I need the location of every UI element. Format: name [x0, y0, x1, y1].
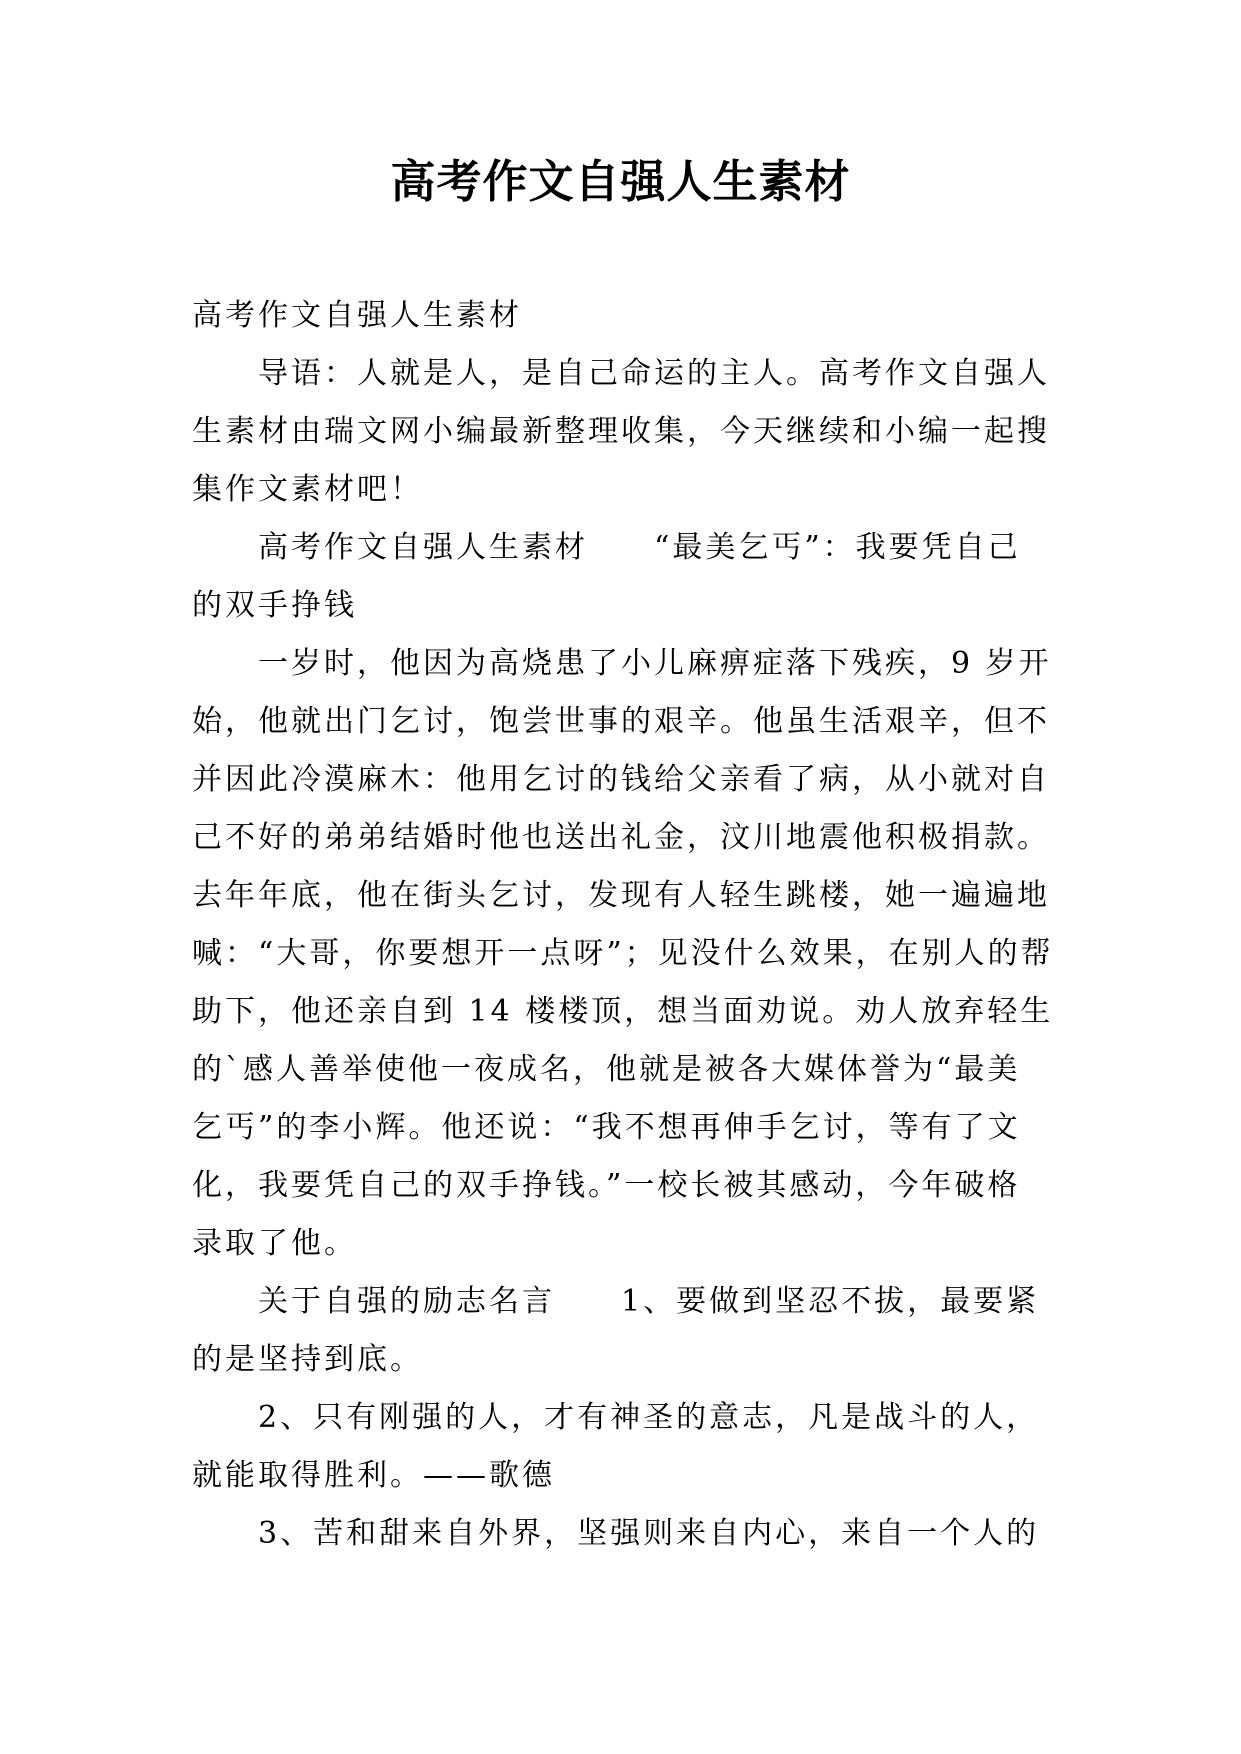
- text-line: 高考作文自强人生素材 “最美乞丐”：我要凭自己: [258, 530, 1021, 565]
- document-body: [192, 287, 1062, 1563]
- text-line: 2、只有刚强的人，才有神圣的意志，凡是战斗的人，: [258, 1400, 1040, 1435]
- text-line: 集作文素材吧！: [192, 472, 423, 507]
- text-line: 己不好的弟弟结婚时他也送出礼金，汶川地震他积极捐款。: [192, 820, 1050, 855]
- text-line: 的`感人善举使他一夜成名，他就是被各大媒体誉为“最美: [192, 1052, 1021, 1087]
- text-line: 并因此冷漠麻木：他用乞讨的钱给父亲看了病，从小就对自: [192, 762, 1050, 797]
- text-line: 录取了他。: [192, 1226, 357, 1261]
- text-line: 化，我要凭自己的双手挣钱。”一校长被其感动，今年破格: [192, 1168, 1021, 1203]
- text-line: 导语：人就是人，是自己命运的主人。高考作文自强人: [258, 356, 1050, 391]
- text-line: 助下，他还亲自到 14 楼楼顶，想当面劝说。劝人放弃轻生: [192, 994, 1054, 1029]
- text-line: 始，他就出门乞讨，饱尝世事的艰辛。他虽生活艰辛，但不: [192, 704, 1050, 739]
- text-line: 去年年底，他在街头乞讨，发现有人轻生跳楼，她一遍遍地: [192, 878, 1050, 913]
- text-line: 就能取得胜利。——歌德: [192, 1458, 555, 1493]
- text-line: 的是坚持到底。: [192, 1342, 423, 1377]
- text-line: 关于自强的励志名言 1、要做到坚忍不拔，最要紧: [258, 1284, 1040, 1319]
- text-line: 一岁时，他因为高烧患了小儿麻痹症落下残疾，9 岁开: [258, 646, 1052, 681]
- text-line: 喊：“大哥，你要想开一点呀”；见没什么效果，在别人的帮: [192, 936, 1054, 971]
- subtitle-line: 高考作文自强人生素材: [192, 298, 522, 333]
- text-line: 的双手挣钱: [192, 588, 357, 623]
- text-line: 乞丐”的李小辉。他还说：“我不想再伸手乞讨，等有了文: [192, 1110, 1021, 1145]
- text-line: 3、苦和甜来自外界，坚强则来自内心，来自一个人的: [258, 1516, 1040, 1551]
- text-line: 生素材由瑞文网小编最新整理收集，今天继续和小编一起搜: [192, 414, 1050, 449]
- document-title: 高考作文自强人生素材: [390, 155, 851, 208]
